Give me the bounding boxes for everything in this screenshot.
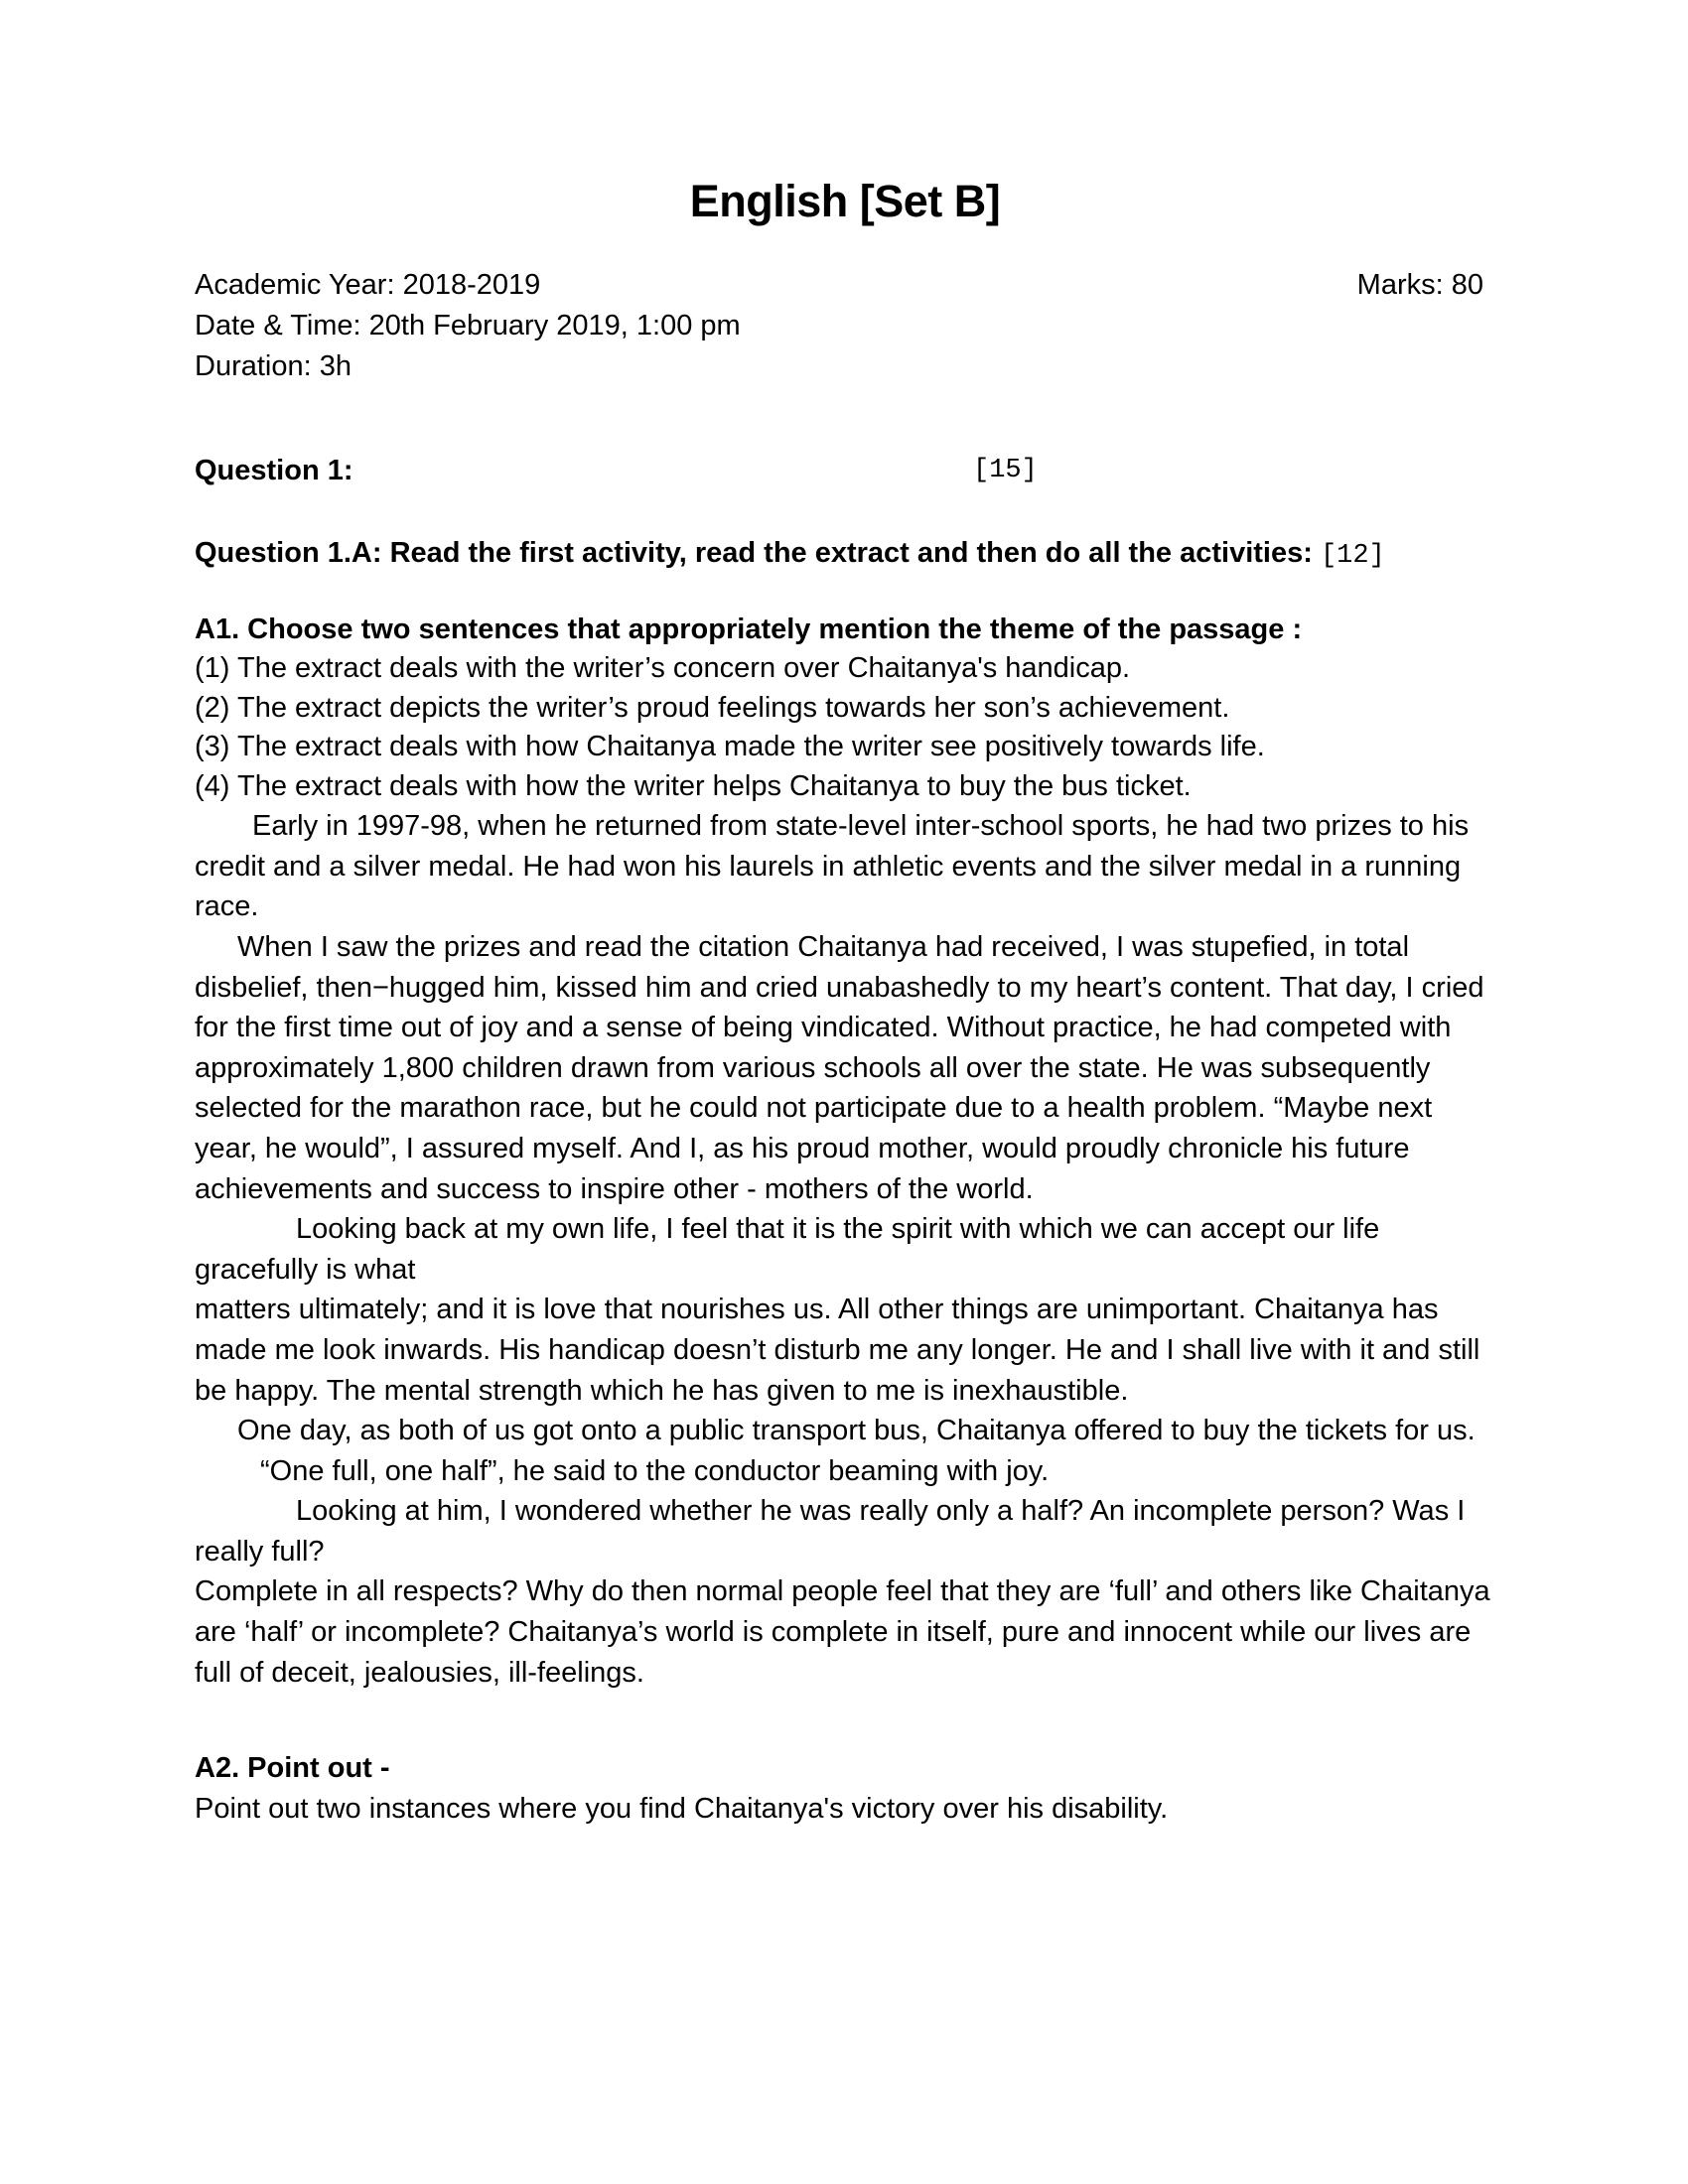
activity-a1-heading: A1. Choose two sentences that appropriately mention the theme of the passage : [195, 614, 1303, 646]
extract-paragraph-1: Early in 1997-98, when he returned from state-level inter-school sports, he had two prizes to his credit and a silver medal. He had won his laurels in athletic events and the silver medal in a running race. [195, 810, 1470, 923]
a1-option-2: (2) The extract depicts the writer’s proud feelings towards her son’s achievement. [195, 691, 1230, 724]
extract-paragraph-5: “One full, one half”, he said to the conductor beaming with joy. [260, 1454, 1050, 1487]
total-marks-label: Marks: 80 [1356, 268, 1483, 301]
extract-paragraph-2: When I saw the prizes and read the citation Chaitanya had received, I was stupefied, in total disbelief, then−hugged him, kissed him and cried unabashedly to my heart’s content. That day, I cried for the first time out of joy and a sense of being vindicated. Without practice, he had competed with approximately 1,800 children drawn from various schools all over the state. He was subsequently selected for the marathon race, but he could not participate due to a health problem. “Maybe next year, he would”, I assured myself. And I, as his proud mother, would proudly chronicle his future achievements and success to inspire other - mothers of the world. [195, 930, 1484, 1205]
extract-paragraph-4: One day, as both of us got onto a public transport bus, Chaitanya offered to buy the tickets for us. [237, 1415, 1476, 1447]
date-time-line: Date & Time: 20th February 2019, 1:00 pm [195, 309, 741, 341]
question-1a-label: Question 1.A: Read the first activity, read the extract and then do all the activities: [195, 537, 1313, 570]
activity-a2-heading: A2. Point out - [195, 1752, 390, 1785]
extract-paragraph-6a: Looking at him, I wondered whether he was really only a half? An incomplete person? Was I really full? [195, 1495, 1466, 1568]
exam-metadata [195, 265, 1495, 388]
activity-a2-body: Point out two instances where you find Chaitanya's victory over his disability. [195, 1792, 1169, 1825]
page-title: English [Set B] [689, 176, 1001, 226]
question-1-marks: [15] [973, 456, 1038, 486]
duration-line: Duration: 3h [195, 349, 352, 382]
a1-option-3: (3) The extract deals with how Chaitanya made the writer see positively towards life. [195, 731, 1265, 763]
document-content [195, 0, 1495, 1829]
a1-option-1: (1) The extract deals with the writer’s concern over Chaitanya's handicap. [195, 652, 1131, 685]
question-1-label: Question 1: [195, 455, 353, 487]
extract-paragraph-6b: Complete in all respects? Why do then normal people feel that they are ‘full’ and others like Chaitanya are ‘half’ or incomplete? Chaitanya’s world is complete in itself, pure and innocent while our lives are full of deceit, jealousies, ill-feelings. [195, 1575, 1490, 1689]
a1-option-4: (4) The extract deals with how the writer helps Chaitanya to buy the bus ticket. [195, 769, 1192, 802]
question-1a-marks: [12] [1320, 541, 1385, 572]
question-1-header [195, 455, 1495, 494]
question-1a-header [195, 537, 1495, 571]
extract-paragraph-3b: matters ultimately; and it is love that nourishes us. All other things are unimportant. Chaitanya has made me look inwards. His handicap doesn’t disturb me any longer. He and I shall live with it and still be happy. The mental strength which he has given to me is inexhaustible. [195, 1294, 1480, 1407]
academic-year-line: Academic Year: 2018-2019 [195, 268, 541, 301]
extract-paragraph-3a: Looking back at my own life, I feel that it is the spirit with which we can accept our life gracefully is what [195, 1213, 1380, 1286]
